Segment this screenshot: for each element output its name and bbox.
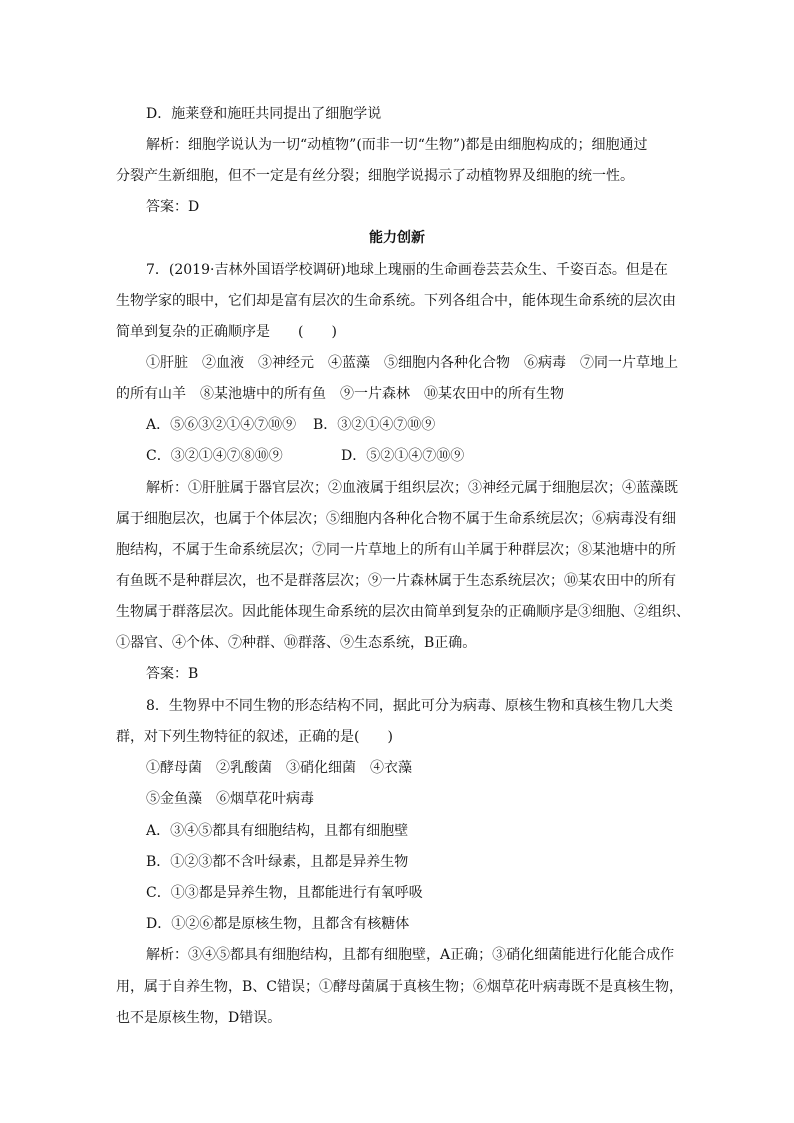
q8-analysis-line: 也不是原核生物，D错误。 <box>116 1010 282 1026</box>
q8-option-a: A．③④⑤都具有细胞结构，且都有细胞壁 <box>146 823 409 839</box>
q8-analysis-line: 用，属于自养生物，B、C错误；①酵母菌属于真核生物；⑥烟草花叶病毒既不是真核生物， <box>116 979 683 995</box>
section-title: 能力创新 <box>369 230 425 246</box>
q8-items-line: ⑤金鱼藻 ⑥烟草花叶病毒 <box>146 791 314 807</box>
q7-items-line: 的所有山羊 ⑧某池塘中的所有鱼 ⑨一片森林 ⑩某农田中的所有生物 <box>116 386 564 402</box>
q8-items-line: ①酵母菌 ②乳酸菌 ③硝化细菌 ④衣藻 <box>146 760 412 776</box>
q7-stem-line: 生物学家的眼中，它们却是富有层次的生命系统。下列各组合中，能体现生命系统的层次由 <box>116 293 676 309</box>
q7-analysis-line: ①器官、④个体、⑦种群、⑩群落、⑨生态系统，B正确。 <box>116 635 477 651</box>
q7-option-c: C．③②①④⑦⑧⑩⑨ <box>146 448 283 464</box>
q7-analysis-line: 有鱼既不是种群层次，也不是群落层次；⑨一片森林属于生态系统层次；⑩某农田中的所有 <box>116 573 676 589</box>
q8-option-b: B．①②③都不含叶绿素，且都是异养生物 <box>146 854 409 870</box>
q8-analysis-line: 解析：③④⑤都具有细胞结构，且都有细胞壁，A正确；③硝化细菌能进行化能合成作 <box>146 947 675 963</box>
q7-analysis-line: 解析：①肝脏属于器官层次；②血液属于组织层次；③神经元属于细胞层次；④蓝藻既 <box>146 480 678 496</box>
q7-analysis-line: 胞结构，不属于生命系统层次；⑦同一片草地上的所有山羊属于种群层次；⑧某池塘中的所 <box>116 542 676 558</box>
q7-option-d: D．⑤②①④⑦⑩⑨ <box>341 448 465 464</box>
q7-items-line: ①肝脏 ②血液 ③神经元 ④蓝藻 ⑤细胞内各种化合物 ⑥病毒 ⑦同一片草地上 <box>146 355 678 371</box>
q6-answer: 答案：D <box>146 199 200 215</box>
q7-stem-line: 7．(2019·吉林外国语学校调研)地球上瑰丽的生命画卷芸芸众生、千姿百态。但是在 <box>146 262 668 278</box>
q8-option-d: D．①②⑥都是原核生物，且都含有核糖体 <box>146 916 410 932</box>
q8-stem-line: 8．生物界中不同生物的形态结构不同，据此可分为病毒、原核生物和真核生物几大类 <box>146 698 673 714</box>
q7-analysis-line: 生物属于群落层次。因此能体现生命系统的层次由简单到复杂的正确顺序是③细胞、②组织、 <box>116 604 690 620</box>
q6-analysis-line: 分裂产生新细胞，但不一定是有丝分裂；细胞学说揭示了动植物界及细胞的统一性。 <box>116 168 634 184</box>
q6-option-d: D．施莱登和施旺共同提出了细胞学说 <box>146 106 382 122</box>
q7-stem-line: 简单到复杂的正确顺序是 ( ) <box>116 324 337 340</box>
q7-analysis-line: 属于细胞层次，也属于个体层次；⑤细胞内各种化合物不属于生命系统层次；⑥病毒没有细 <box>116 511 676 527</box>
q7-option-b: B．③②①④⑦⑩⑨ <box>313 417 436 433</box>
q7-option-a: A．⑤⑥③②①④⑦⑩⑨ <box>146 417 297 433</box>
q7-answer: 答案：B <box>146 666 199 682</box>
q8-option-c: C．①③都是异养生物，且都能进行有氧呼吸 <box>146 885 423 901</box>
q6-analysis-line: 解析：细胞学说认为一切“动植物”(而非一切“生物”)都是由细胞构成的；细胞通过 <box>146 137 648 153</box>
q8-stem-line: 群，对下列生物特征的叙述，正确的是( ) <box>116 729 393 745</box>
